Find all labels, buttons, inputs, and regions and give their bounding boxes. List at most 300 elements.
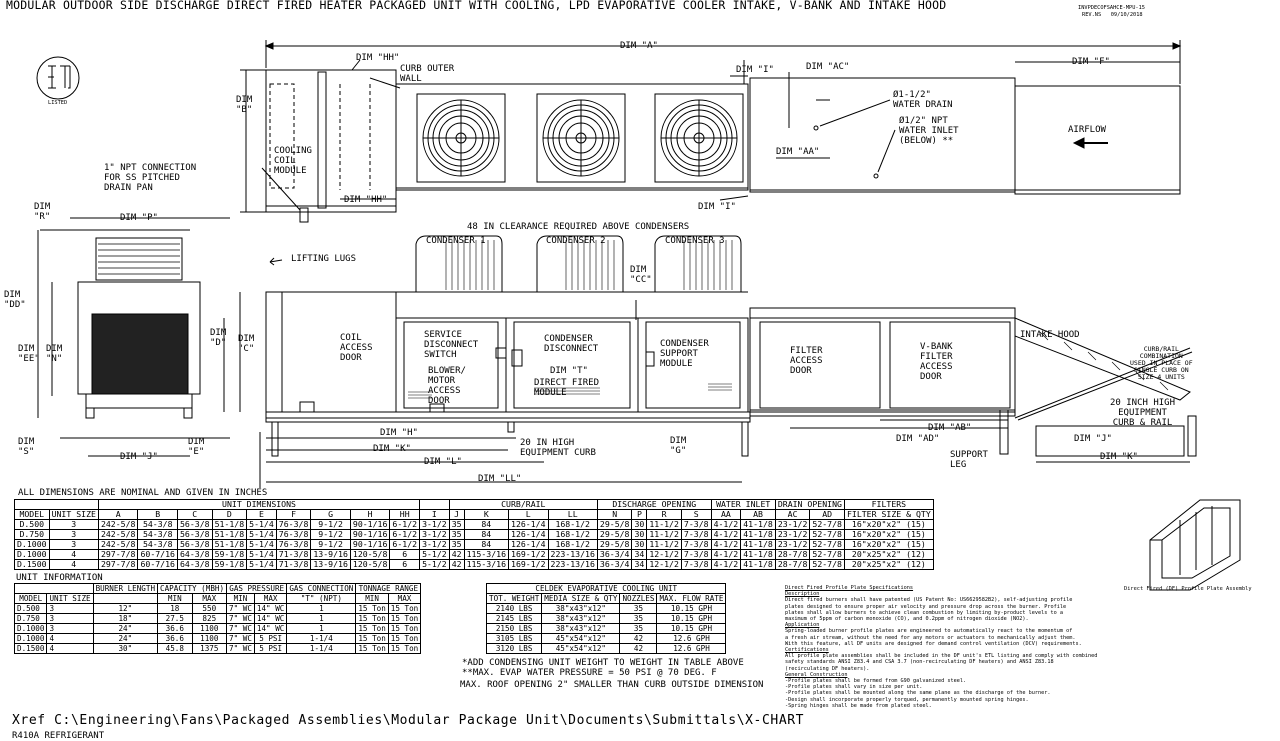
coil-access-door-label: COIL ACCESS DOOR [340, 333, 373, 363]
table-cell: 1100 [192, 624, 227, 634]
header-cell: UNIT SIZE [49, 510, 98, 520]
spec-notes-heading: Direct Fired Profile Plate Specifications [785, 585, 914, 591]
group-cell: CURB/RAIL [449, 500, 597, 510]
table-group-row [15, 584, 421, 594]
table-cell: 36-3/4 [597, 550, 632, 560]
nominal-note: ALL DIMENSIONS ARE NOMINAL AND GIVEN IN INCHES [18, 488, 268, 498]
table-cell: 3105 LBS [487, 634, 542, 644]
table-cell: 56-3/8 [177, 520, 212, 530]
table-cell: 120-5/8 [350, 550, 390, 560]
spec-line: Application [785, 622, 820, 629]
dim-aa-label: DIM "AA" [776, 147, 820, 157]
dim-k-right-label: DIM "K" [1100, 452, 1138, 462]
dim-f-label: DIM "F" [1072, 57, 1110, 67]
table-cell: 242-5/8 [98, 530, 138, 540]
npt-connection-label: 1" NPT CONNECTION FOR SS PITCHED DRAIN PAN [104, 163, 197, 193]
header-cell: MODEL [15, 510, 50, 520]
table-cell: 3 [47, 614, 93, 624]
dim-c-label: DIM "C" [238, 334, 255, 354]
table-cell: 126-1/4 [509, 520, 549, 530]
header-cell: MEDIA SIZE & QTY [542, 594, 620, 604]
table-row [15, 644, 421, 654]
curb-20in-label: 20 IN HIGH EQUIPMENT CURB [520, 438, 596, 458]
table-cell: 14" WC [254, 624, 286, 634]
table-cell: 168-1/2 [548, 520, 597, 530]
dim-a-label: DIM "A" [620, 41, 658, 51]
celdek-table [486, 583, 726, 654]
table-cell: 30 [632, 530, 647, 540]
table-cell: 550 [192, 604, 227, 614]
table-cell: 54-3/8 [138, 520, 178, 530]
filter-section-top-outline [750, 78, 1015, 192]
table-cell: 54-3/8 [138, 540, 178, 550]
table-cell: 41-1/8 [741, 560, 776, 570]
spec-line: Spring-loaded burner profile plates are engineered to automatically react to the momentum of [785, 628, 1073, 635]
filter-access-door-label: FILTER ACCESS DOOR [790, 346, 823, 376]
table-cell: 42 [449, 560, 464, 570]
header-cell: "T" (NPT) [287, 594, 356, 604]
dim-d-label: DIM "D" [210, 328, 227, 348]
water-drain-label: Ø1-1/2" WATER DRAIN [893, 90, 953, 110]
table-cell: 51-1/8 [212, 530, 247, 540]
group-cell: CAPACITY (MBH) [158, 584, 227, 594]
spec-line: safety standards ANSI Z83.4 and CSA 3.7 (non-recirculating DF heaters) and ANSI Z83.18 [785, 659, 1054, 666]
lifting-lugs-label: LIFTING LUGS [291, 254, 357, 264]
unit-info-title: UNIT INFORMATION [16, 573, 103, 583]
table-cell: 51-1/8 [212, 520, 247, 530]
blower-door-label: BLOWER/ MOTOR ACCESS DOOR [428, 366, 466, 406]
spec-line: -Profile plates shall vary in size per unit. [785, 684, 923, 691]
table-cell: 5 PSI [254, 644, 286, 654]
table-cell: 56-3/8 [177, 530, 212, 540]
table-cell: 7" WC [227, 604, 255, 614]
header-cell: MAX. FLOW RATE [657, 594, 726, 604]
table-cell: 59-1/8 [212, 560, 247, 570]
direct-fired-module-label: DIRECT FIRED MODULE [534, 378, 600, 398]
service-disconnect-label: SERVICE DISCONNECT SWITCH [424, 330, 479, 360]
condenser-disconnect-label: CONDENSER DISCONNECT [544, 334, 599, 354]
dim-h-label: DIM "H" [380, 428, 418, 438]
table-cell: 5-1/2 [420, 550, 450, 560]
table-cell: 10.15 GPH [657, 604, 726, 614]
table-cell: 4 [47, 644, 93, 654]
table-group-row [487, 584, 726, 594]
spec-notes-body [785, 591, 1145, 709]
table-cell: 16"x20"x2" (15) [844, 520, 933, 530]
table-cell: 169-1/2 [509, 560, 549, 570]
header-cell: A [98, 510, 138, 520]
dim-n-label: DIM "N" [46, 344, 63, 364]
table-cell: 3 [49, 540, 98, 550]
table-cell: 45"x54"x12" [542, 644, 620, 654]
table-cell: 41-1/8 [741, 530, 776, 540]
table-cell: 242-5/8 [98, 540, 138, 550]
dim-t-label: DIM "T" [550, 366, 588, 376]
table-cell: 7-3/8 [681, 550, 711, 560]
table-cell: 10.15 GPH [657, 614, 726, 624]
condenser-1-label: CONDENSER 1 [426, 236, 486, 246]
group-cell: GAS PRESSURE [227, 584, 287, 594]
table-cell: 42 [620, 644, 657, 654]
table-cell: 15 Ton [356, 634, 388, 644]
dim-j-side-label: DIM "J" [120, 452, 158, 462]
group-cell: DISCHARGE OPENING [597, 500, 711, 510]
table-cell: D.1500 [15, 644, 47, 654]
spec-notes [785, 585, 1145, 709]
spec-line: General Construction [785, 671, 848, 678]
table-cell: 12-1/2 [647, 550, 682, 560]
table-cell: 35 [449, 520, 464, 530]
table-cell: 24" [93, 634, 157, 644]
table-cell: 35 [449, 540, 464, 550]
table-cell: 76-3/8 [276, 540, 311, 550]
table-cell: 30 [632, 520, 647, 530]
header-cell: K [464, 510, 508, 520]
table-row [15, 560, 934, 570]
cooling-coil-label: COOLING COIL MODULE [274, 146, 312, 176]
table-cell: 52-7/8 [810, 520, 845, 530]
table-cell: 52-7/8 [810, 550, 845, 560]
unit-info-table [14, 583, 421, 654]
group-cell [420, 500, 450, 510]
table-row [487, 604, 726, 614]
table-cell: 6-1/2 [390, 540, 420, 550]
table-cell: 38"x43"x12" [542, 624, 620, 634]
group-cell: GAS CONNECTION [287, 584, 356, 594]
table-row [487, 614, 726, 624]
fan-3-icon [655, 94, 743, 182]
dim-l-label: DIM "L" [424, 457, 462, 467]
table-cell: 42 [620, 634, 657, 644]
clearance-note: 48 IN CLEARANCE REQUIRED ABOVE CONDENSERS [467, 222, 690, 232]
header-cell: MAX [254, 594, 286, 604]
table-cell: 14" WC [254, 614, 286, 624]
table-cell: 15 Ton [356, 614, 388, 624]
table-row [487, 624, 726, 634]
table-cell: D.1500 [15, 560, 50, 570]
revision-label: REV.NS 09/10/2018 [1082, 12, 1143, 18]
table-group-row [15, 500, 934, 510]
header-cell: MIN [227, 594, 255, 604]
logo-listed-text: LISTED [48, 100, 68, 106]
header-cell: MAX [192, 594, 227, 604]
dim-ac-label: DIM "AC" [806, 62, 850, 72]
table-cell: 242-5/8 [98, 520, 138, 530]
table-cell: 13-9/16 [311, 560, 351, 570]
table-cell: 34 [632, 560, 647, 570]
refrigerant-label: R410A REFRIGERANT [12, 731, 105, 741]
table-cell: 1100 [192, 634, 227, 644]
table-cell: 12.6 GPH [657, 634, 726, 644]
curb-outer-wall-label: CURB OUTER WALL [400, 64, 455, 84]
dim-dd-label: DIM "DD" [4, 290, 26, 310]
table-cell: 20"x25"x2" (12) [844, 550, 933, 560]
table-cell: 42 [449, 550, 464, 560]
table-cell: 6-1/2 [390, 520, 420, 530]
condenser-3-label: CONDENSER 3 [665, 236, 725, 246]
airflow-label: AIRFLOW [1068, 125, 1106, 135]
table-cell: 7" WC [227, 614, 255, 624]
table-cell: 4-1/2 [711, 560, 741, 570]
table-cell: 7" WC [227, 634, 255, 644]
table-cell: 9-1/2 [311, 540, 351, 550]
table-cell: 2145 LBS [487, 614, 542, 624]
table-cell: D.1000 [15, 540, 50, 550]
table-cell: 5-1/4 [247, 520, 277, 530]
table-cell: 7" WC [227, 644, 255, 654]
header-cell: J [449, 510, 464, 520]
table-cell: 34 [632, 550, 647, 560]
table-cell: 60-7/16 [138, 560, 178, 570]
dim-ab-label: DIM "AB" [928, 423, 972, 433]
table-cell: 12.6 GPH [657, 644, 726, 654]
header-cell: TOT. WEIGHT [487, 594, 542, 604]
footnote-2: **MAX. EVAP WATER PRESSURE = 50 PSI @ 70 DEG. F [462, 668, 717, 678]
dim-g-label: DIM "G" [670, 436, 687, 456]
table-cell: 5-1/4 [247, 530, 277, 540]
table-cell: 3 [47, 624, 93, 634]
header-cell: N [597, 510, 632, 520]
table-row [15, 624, 421, 634]
spec-line: -Profile plates shall be mounted along the same plane as the discharge of the burner. [785, 690, 1051, 697]
intake-hood-top-outline [1015, 86, 1180, 194]
table-cell: 126-1/4 [509, 540, 549, 550]
water-inlet-label: Ø1/2" NPT WATER INLET (BELOW) ** [899, 116, 959, 146]
table-cell: 11-1/2 [647, 540, 682, 550]
header-cell: E [247, 510, 277, 520]
dim-b-label: DIM "B" [236, 95, 253, 115]
table-cell: 18" [93, 614, 157, 624]
spec-line: With this feature, all DF units are designed for demand control ventilation (DCV) requirements. [785, 640, 1082, 647]
table-cell: 76-3/8 [276, 520, 311, 530]
airflow-arrow-icon [1074, 138, 1108, 148]
dim-s-label: DIM "S" [18, 437, 35, 457]
table-cell: 4 [49, 550, 98, 560]
document-code: INVPDECOFSAHCE-MPU-15 [1078, 5, 1145, 11]
end-view [38, 218, 230, 456]
table-cell: 60-7/16 [138, 550, 178, 560]
table-cell: 2150 LBS [487, 624, 542, 634]
table-cell: 35 [449, 530, 464, 540]
header-cell: F [276, 510, 311, 520]
dim-i-bottom-label: DIM "I" [698, 202, 736, 212]
spec-line: plates designed to ensure proper air velocity and pressure drop across the burner. Profile [785, 603, 1067, 610]
table-cell: 4 [47, 634, 93, 644]
table-cell: D.750 [15, 614, 47, 624]
group-cell: CELDEK EVAPORATIVE COOLING UNIT [487, 584, 726, 594]
table-cell: 7-3/8 [681, 540, 711, 550]
table-cell: 3 [49, 520, 98, 530]
group-cell: UNIT DIMENSIONS [98, 500, 419, 510]
table-row [15, 530, 934, 540]
table-cell: 9-1/2 [311, 530, 351, 540]
table-cell: 29-5/8 [597, 540, 632, 550]
table-cell: 15 Ton [388, 644, 420, 654]
table-cell: 223-13/16 [548, 550, 597, 560]
table-cell: 4-1/2 [711, 540, 741, 550]
table-cell: 4-1/2 [711, 550, 741, 560]
table-cell: 5-1/4 [247, 550, 277, 560]
table-cell: 90-1/16 [350, 530, 390, 540]
table-cell: 27.5 [158, 614, 193, 624]
table-cell: 56-3/8 [177, 540, 212, 550]
header-cell: MODEL [15, 594, 47, 604]
table-cell: 3-1/2 [420, 530, 450, 540]
header-cell: FILTER SIZE & QTY [844, 510, 933, 520]
table-cell: 64-3/8 [177, 560, 212, 570]
table-cell: 35 [620, 614, 657, 624]
table-header-row [487, 594, 726, 604]
group-cell [15, 500, 99, 510]
header-cell: L [509, 510, 549, 520]
table-row [15, 540, 934, 550]
table-cell: 10.15 GPH [657, 624, 726, 634]
table-cell: 5 PSI [254, 634, 286, 644]
table-cell: 29-5/8 [597, 520, 632, 530]
header-cell: AA [711, 510, 741, 520]
table-cell: 28-7/8 [775, 550, 810, 560]
dimension-table [14, 499, 934, 570]
support-leg-label: SUPPORT LEG [950, 450, 988, 470]
table-cell: D.1000 [15, 550, 50, 560]
dim-cc-label: DIM "CC" [630, 265, 652, 285]
header-cell: AD [810, 510, 845, 520]
table-cell: 71-3/8 [276, 550, 311, 560]
table-cell: 1 [287, 624, 356, 634]
table-cell: 15 Ton [388, 634, 420, 644]
table-cell: D.1000 [15, 624, 47, 634]
table-cell: 3-1/2 [420, 540, 450, 550]
table-cell: 12" [93, 604, 157, 614]
table-cell: 29-5/8 [597, 530, 632, 540]
spec-line: Certifications [785, 647, 829, 654]
condenser-support-label: CONDENSER SUPPORT MODULE [660, 339, 709, 369]
table-cell: 223-13/16 [548, 560, 597, 570]
table-cell: 1375 [192, 644, 227, 654]
header-cell: MIN [158, 594, 193, 604]
header-cell: NOZZLES [620, 594, 657, 604]
header-cell: MAX [388, 594, 420, 604]
etl-logo [37, 57, 79, 99]
table-cell: 168-1/2 [548, 530, 597, 540]
header-cell: G [311, 510, 351, 520]
group-cell: FILTERS [844, 500, 933, 510]
table-cell: 168-1/2 [548, 540, 597, 550]
spec-line: -Design shall incorporate properly torqued, permanently mounted spring hinges. [785, 696, 1029, 703]
table-cell: 36.6 [158, 624, 193, 634]
dim-p-label: DIM "P" [120, 213, 158, 223]
table-cell: 84 [464, 530, 508, 540]
table-cell: 297-7/8 [98, 560, 138, 570]
fan-2-icon [537, 94, 625, 182]
curb-rail-note: CURB/RAIL COMBINATION USED IN PLACE OF SINGLE CURB ON SIZE 4 UNITS [1130, 345, 1193, 381]
table-row [15, 604, 421, 614]
spec-line: -Profile plates shall be formed from G90 galvanized steel. [785, 678, 967, 685]
table-cell: 1 [287, 614, 356, 624]
dim-ad-label: DIM "AD" [896, 434, 940, 444]
table-cell: 5-1/4 [247, 540, 277, 550]
header-cell: I [420, 510, 450, 520]
table-cell: 169-1/2 [509, 550, 549, 560]
table-cell: 1-1/4 [287, 634, 356, 644]
table-cell: 7" WC [227, 624, 255, 634]
table-cell: 20"x25"x2" (12) [844, 560, 933, 570]
table-cell: 41-1/8 [741, 550, 776, 560]
xref-path: Xref C:\Engineering\Fans\Packaged Assemblies\Modular Package Unit\Documents\Submittals\X-CHART [12, 713, 805, 728]
table-cell: 11-1/2 [647, 530, 682, 540]
dim-hh-bottom-label: DIM "HH" [344, 195, 388, 205]
table-cell: 14" WC [254, 604, 286, 614]
table-cell: 51-1/8 [212, 540, 247, 550]
table-cell: 52-7/8 [810, 560, 845, 570]
table-cell: 5-1/2 [420, 560, 450, 570]
table-cell: D.500 [15, 604, 47, 614]
curb-rail-20in-label: 20 INCH HIGH EQUIPMENT CURB & RAIL [1110, 398, 1176, 428]
table-cell: 6-1/2 [390, 530, 420, 540]
vbank-door-label: V-BANK FILTER ACCESS DOOR [920, 342, 953, 382]
header-cell: D [212, 510, 247, 520]
table-cell: 23-1/2 [775, 530, 810, 540]
table-cell: 15 Ton [388, 614, 420, 624]
table-cell: 9-1/2 [311, 520, 351, 530]
table-cell: 45"x54"x12" [542, 634, 620, 644]
table-cell: 23-1/2 [775, 520, 810, 530]
table-cell: 4 [49, 560, 98, 570]
table-cell: 35 [620, 604, 657, 614]
profile-plate-caption: Direct Fired (DF) Profile Plate Assembly [1124, 586, 1252, 592]
footnote-3: MAX. ROOF OPENING 2" SMALLER THAN CURB OUTSIDE DIMENSION [460, 680, 764, 690]
table-cell: 52-7/8 [810, 540, 845, 550]
table-row [15, 520, 934, 530]
table-cell: 36-3/4 [597, 560, 632, 570]
dim-hh-top-label: DIM "HH" [356, 53, 400, 63]
table-row [15, 634, 421, 644]
table-cell: 16"x20"x2" (15) [844, 530, 933, 540]
spec-line: maximum of 5ppm of carbon monoxide (CO), and 0.2ppm of nitrogen dioxide (NO2). [785, 616, 1029, 623]
table-cell: 41-1/8 [741, 520, 776, 530]
table-cell: 41-1/8 [741, 540, 776, 550]
table-cell: 6 [390, 560, 420, 570]
table-cell: 120-5/8 [350, 560, 390, 570]
dim-i-top-label: DIM "I" [736, 65, 774, 75]
table-cell: 18 [158, 604, 193, 614]
header-cell: AB [741, 510, 776, 520]
header-cell: MIN [356, 594, 388, 604]
table-cell: 30 [632, 540, 647, 550]
header-cell: C [177, 510, 212, 520]
table-cell: 1 [287, 604, 356, 614]
table-row [487, 644, 726, 654]
header-cell: UNIT SIZE [47, 594, 93, 604]
table-cell: D.1000 [15, 634, 47, 644]
header-cell: LL [548, 510, 597, 520]
dim-r-label: DIM "R" [34, 202, 51, 222]
spec-line: Description [785, 591, 820, 598]
table-cell: 52-7/8 [810, 530, 845, 540]
table-cell: 6 [390, 550, 420, 560]
table-cell: 4-1/2 [711, 520, 741, 530]
spec-line: -Spring hinges shall be made from plated steel. [785, 702, 932, 709]
table-cell: 4-1/2 [711, 530, 741, 540]
group-cell: TONNAGE RANGE [356, 584, 421, 594]
header-cell: P [632, 510, 647, 520]
header-cell [93, 594, 157, 604]
spec-line: All profile plate assemblies shall be included in the DF unit's ETL listing and comply with combined [785, 653, 1098, 660]
header-cell: AC [775, 510, 810, 520]
drawing-title: MODULAR OUTDOOR SIDE DISCHARGE DIRECT FIRED HEATER PACKAGED UNIT WITH COOLING, LPD EVAPORATIVE COOLER INTAKE, V-BANK AND INTAKE HOOD [6, 0, 947, 12]
table-cell: 7-3/8 [681, 520, 711, 530]
group-cell: BURNER LENGTH [93, 584, 157, 594]
